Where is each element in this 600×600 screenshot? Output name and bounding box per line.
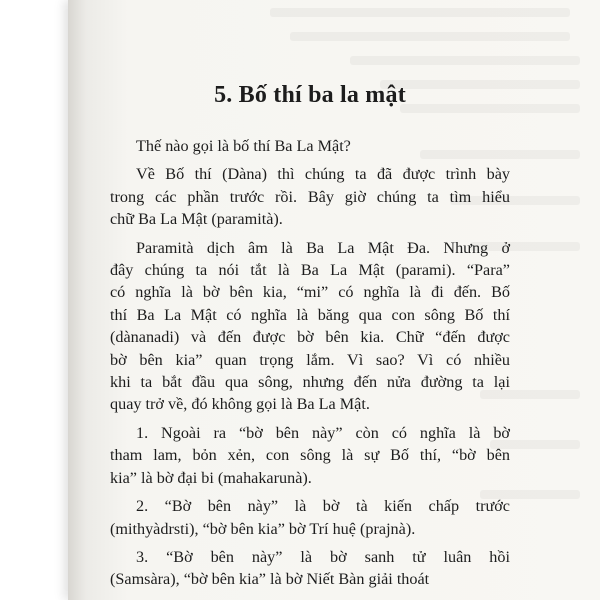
text-line: kia” là bờ đại bi (mahakarunà). [110, 468, 312, 487]
text-line: đây chúng ta nói tắt là Ba La Mật (parami). “Para” [110, 261, 510, 280]
paragraph [110, 422, 510, 489]
text-line: (dànanadi) và đến được bờ bên kia. Chữ “đến được [110, 328, 510, 347]
paragraph [110, 237, 510, 416]
text-column [110, 70, 510, 597]
text-line: khi ta bắt đầu qua sông, nhưng đến nửa đường ta lại [110, 373, 510, 392]
paragraph [110, 495, 510, 540]
text-line: bờ bên kia” quan trọng lắm. Vì sao? Vì có nhiều [110, 350, 510, 369]
chapter-heading: 5. Bố thí ba la mật [214, 82, 406, 108]
text-line: Về Bố thí (Dàna) thì chúng ta đã được trình bày [136, 165, 510, 184]
paragraph [110, 163, 510, 230]
text-line: 2. “Bờ bên này” là bờ tà kiến chấp trước [136, 497, 510, 516]
text-line: Paramità dịch âm là Ba La Mật Đa. Nhưng ở [136, 238, 510, 257]
text-line: trong các phần trước rồi. Bây giờ chúng ta tìm hiểu [110, 187, 510, 206]
text-line: (mithyàdrsti), “bờ bên kia” bờ Trí huệ (prajnà). [110, 519, 416, 538]
text-line: 3. “Bờ bên này” là bờ sanh tử luân hồi [136, 547, 510, 566]
text-line: có nghĩa là bờ bên kia, “mi” có nghĩa là đi đến. Bố [110, 283, 510, 302]
text-line: chữ Ba La Mật (paramità). [110, 210, 283, 229]
text-line: (Samsàra), “bờ bên kia” là bờ Niết Bàn giải thoát [110, 570, 430, 589]
text-line: tham lam, bỏn xẻn, con sông là sự Bố thí, “bờ bên [110, 446, 510, 465]
text-line: Thế nào gọi là bố thí Ba La Mật? [136, 137, 351, 155]
paragraph [110, 135, 510, 157]
body-text [110, 135, 510, 591]
paragraph [110, 546, 510, 591]
text-line: quay trở về, đó không gọi là Ba La Mật. [110, 395, 370, 414]
text-line: 1. Ngoài ra “bờ bên này” còn có nghĩa là bờ [136, 423, 510, 442]
text-line: thí Ba La Mật có nghĩa là băng qua con sông Bố thí [110, 305, 510, 324]
